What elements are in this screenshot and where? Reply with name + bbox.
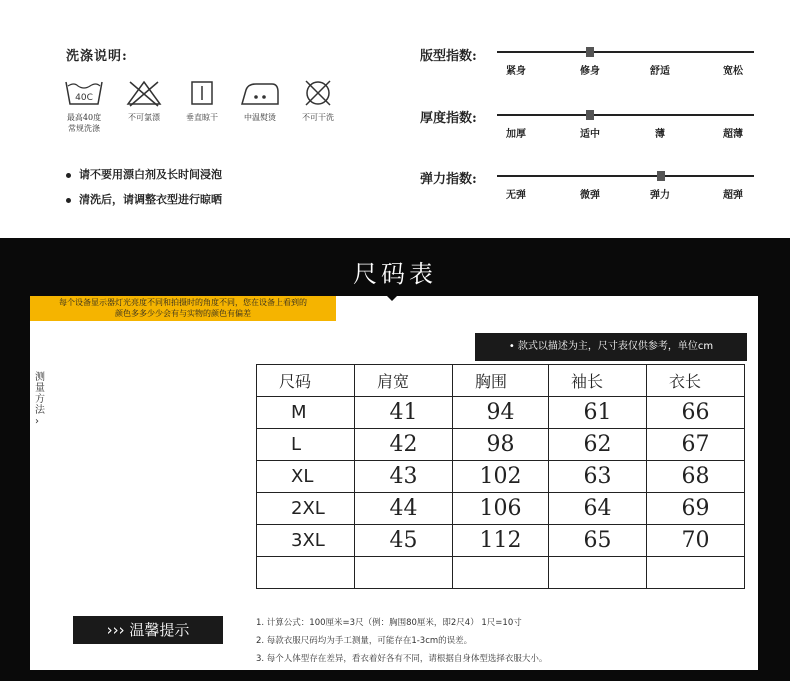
table-row [257,493,745,525]
measure-method-link[interactable]: 测量方法 › [35,372,45,427]
tip-line: 2. 每款衣服尺码均为手工测量，可能存在1-3cm的误差。 [256,636,473,646]
iron-medium-icon [230,78,290,123]
fit-scale-tick: 紧身 [506,66,526,77]
size-chart-title: 尺码表 [353,260,437,288]
table-cell: 70 [647,525,745,557]
elasticity-scale-tick: 无弹 [506,190,526,201]
table-cell [257,557,355,589]
table-header-row [257,365,745,397]
header-sleeve: 袖长 [549,365,647,397]
table-cell: 3XL [257,525,355,557]
thickness-scale-label: 厚度指数: [420,111,477,126]
table-cell: 63 [549,461,647,493]
table-cell: 102 [453,461,549,493]
fit-scale-tick: 宽松 [723,66,743,77]
no-dry-clean-label: 不可干洗 [302,113,334,122]
table-row [257,557,745,589]
header-size: 尺码 [257,365,355,397]
elasticity-scale-tick: 微弹 [580,190,600,201]
chevron-right-icon: › [35,416,39,427]
thickness-scale-marker [586,110,594,120]
header-chest: 胸围 [453,365,549,397]
thickness-scale-tick: 超薄 [723,129,743,140]
table-cell: 62 [549,429,647,461]
table-cell [647,557,745,589]
fit-scale-label: 版型指数: [420,49,477,64]
table-row [257,461,745,493]
title-pointer [383,292,401,301]
thickness-scale-tick: 薄 [655,129,665,140]
thickness-scale-tick: 适中 [580,129,600,140]
table-cell [549,557,647,589]
table-cell: 41 [355,397,453,429]
no-dry-clean-icon [288,78,348,123]
svg-text:40C: 40C [75,93,93,103]
care-title: 洗涤说明: [66,49,128,64]
iron-medium-label: 中温熨烫 [244,113,276,122]
table-cell: 112 [453,525,549,557]
table-cell: 66 [647,397,745,429]
table-cell: 68 [647,461,745,493]
no-bleach-icon [114,78,174,123]
tip-line: 1. 计算公式：100厘米=3尺（例：胸围80厘米，即2尺4） 1尺=10寸 [256,618,522,628]
fit-scale-tick: 舒适 [650,66,670,77]
thickness-scale-tick: 加厚 [506,129,526,140]
table-cell [355,557,453,589]
table-cell: 61 [549,397,647,429]
table-row [257,397,745,429]
table-cell [453,557,549,589]
hang-dry-label: 垂直晾干 [186,113,218,122]
elasticity-scale-tick: 弹力 [650,190,670,201]
thickness-scale-line [497,114,754,116]
warm-tips-badge: ››› 温馨提示 [73,616,223,644]
table-cell: 67 [647,429,745,461]
elasticity-scale-line [497,175,754,177]
table-row [257,525,745,557]
table-cell: 45 [355,525,453,557]
elasticity-scale-marker [657,171,665,181]
header-length: 衣长 [647,365,745,397]
care-note: 清洗后，请调整衣型进行晾晒 [66,191,222,207]
wash-40-icon [54,78,114,134]
elasticity-scale-label: 弹力指数: [420,172,477,187]
fit-scale-line [497,51,754,53]
unit-note-bar: • 款式以描述为主，尺寸表仅供参考，单位cm [475,333,747,361]
table-cell: 94 [453,397,549,429]
wash-40-label: 最高40度 常规洗涤 [66,113,102,133]
table-cell: 106 [453,493,549,525]
table-cell: 43 [355,461,453,493]
elasticity-scale-tick: 超弹 [723,190,743,201]
tip-line: 3. 每个人体型存在差异，看衣着好各有不同，请根据自身体型选择衣服大小。 [256,654,548,664]
hang-dry-icon [172,78,232,123]
no-bleach-label: 不可氯漂 [128,113,160,122]
table-cell: XL [257,461,355,493]
color-warning-banner: 每个设备显示器灯光亮度不同和拍摄时的角度不同，您在设备上看到的 颜色多多少少会有与实物的颜色有偏差 [30,296,336,321]
table-cell: 2XL [257,493,355,525]
table-cell: 69 [647,493,745,525]
table-cell: 42 [355,429,453,461]
size-table [256,364,745,589]
care-section [0,0,790,235]
care-note: 请不要用漂白剂及长时间浸泡 [66,166,222,182]
table-cell: 98 [453,429,549,461]
table-row [257,429,745,461]
table-cell: 65 [549,525,647,557]
table-cell: 44 [355,493,453,525]
table-cell: M [257,397,355,429]
header-shoulder: 肩宽 [355,365,453,397]
fit-scale-marker [586,47,594,57]
table-cell: L [257,429,355,461]
fit-scale-tick: 修身 [580,66,600,77]
table-cell: 64 [549,493,647,525]
